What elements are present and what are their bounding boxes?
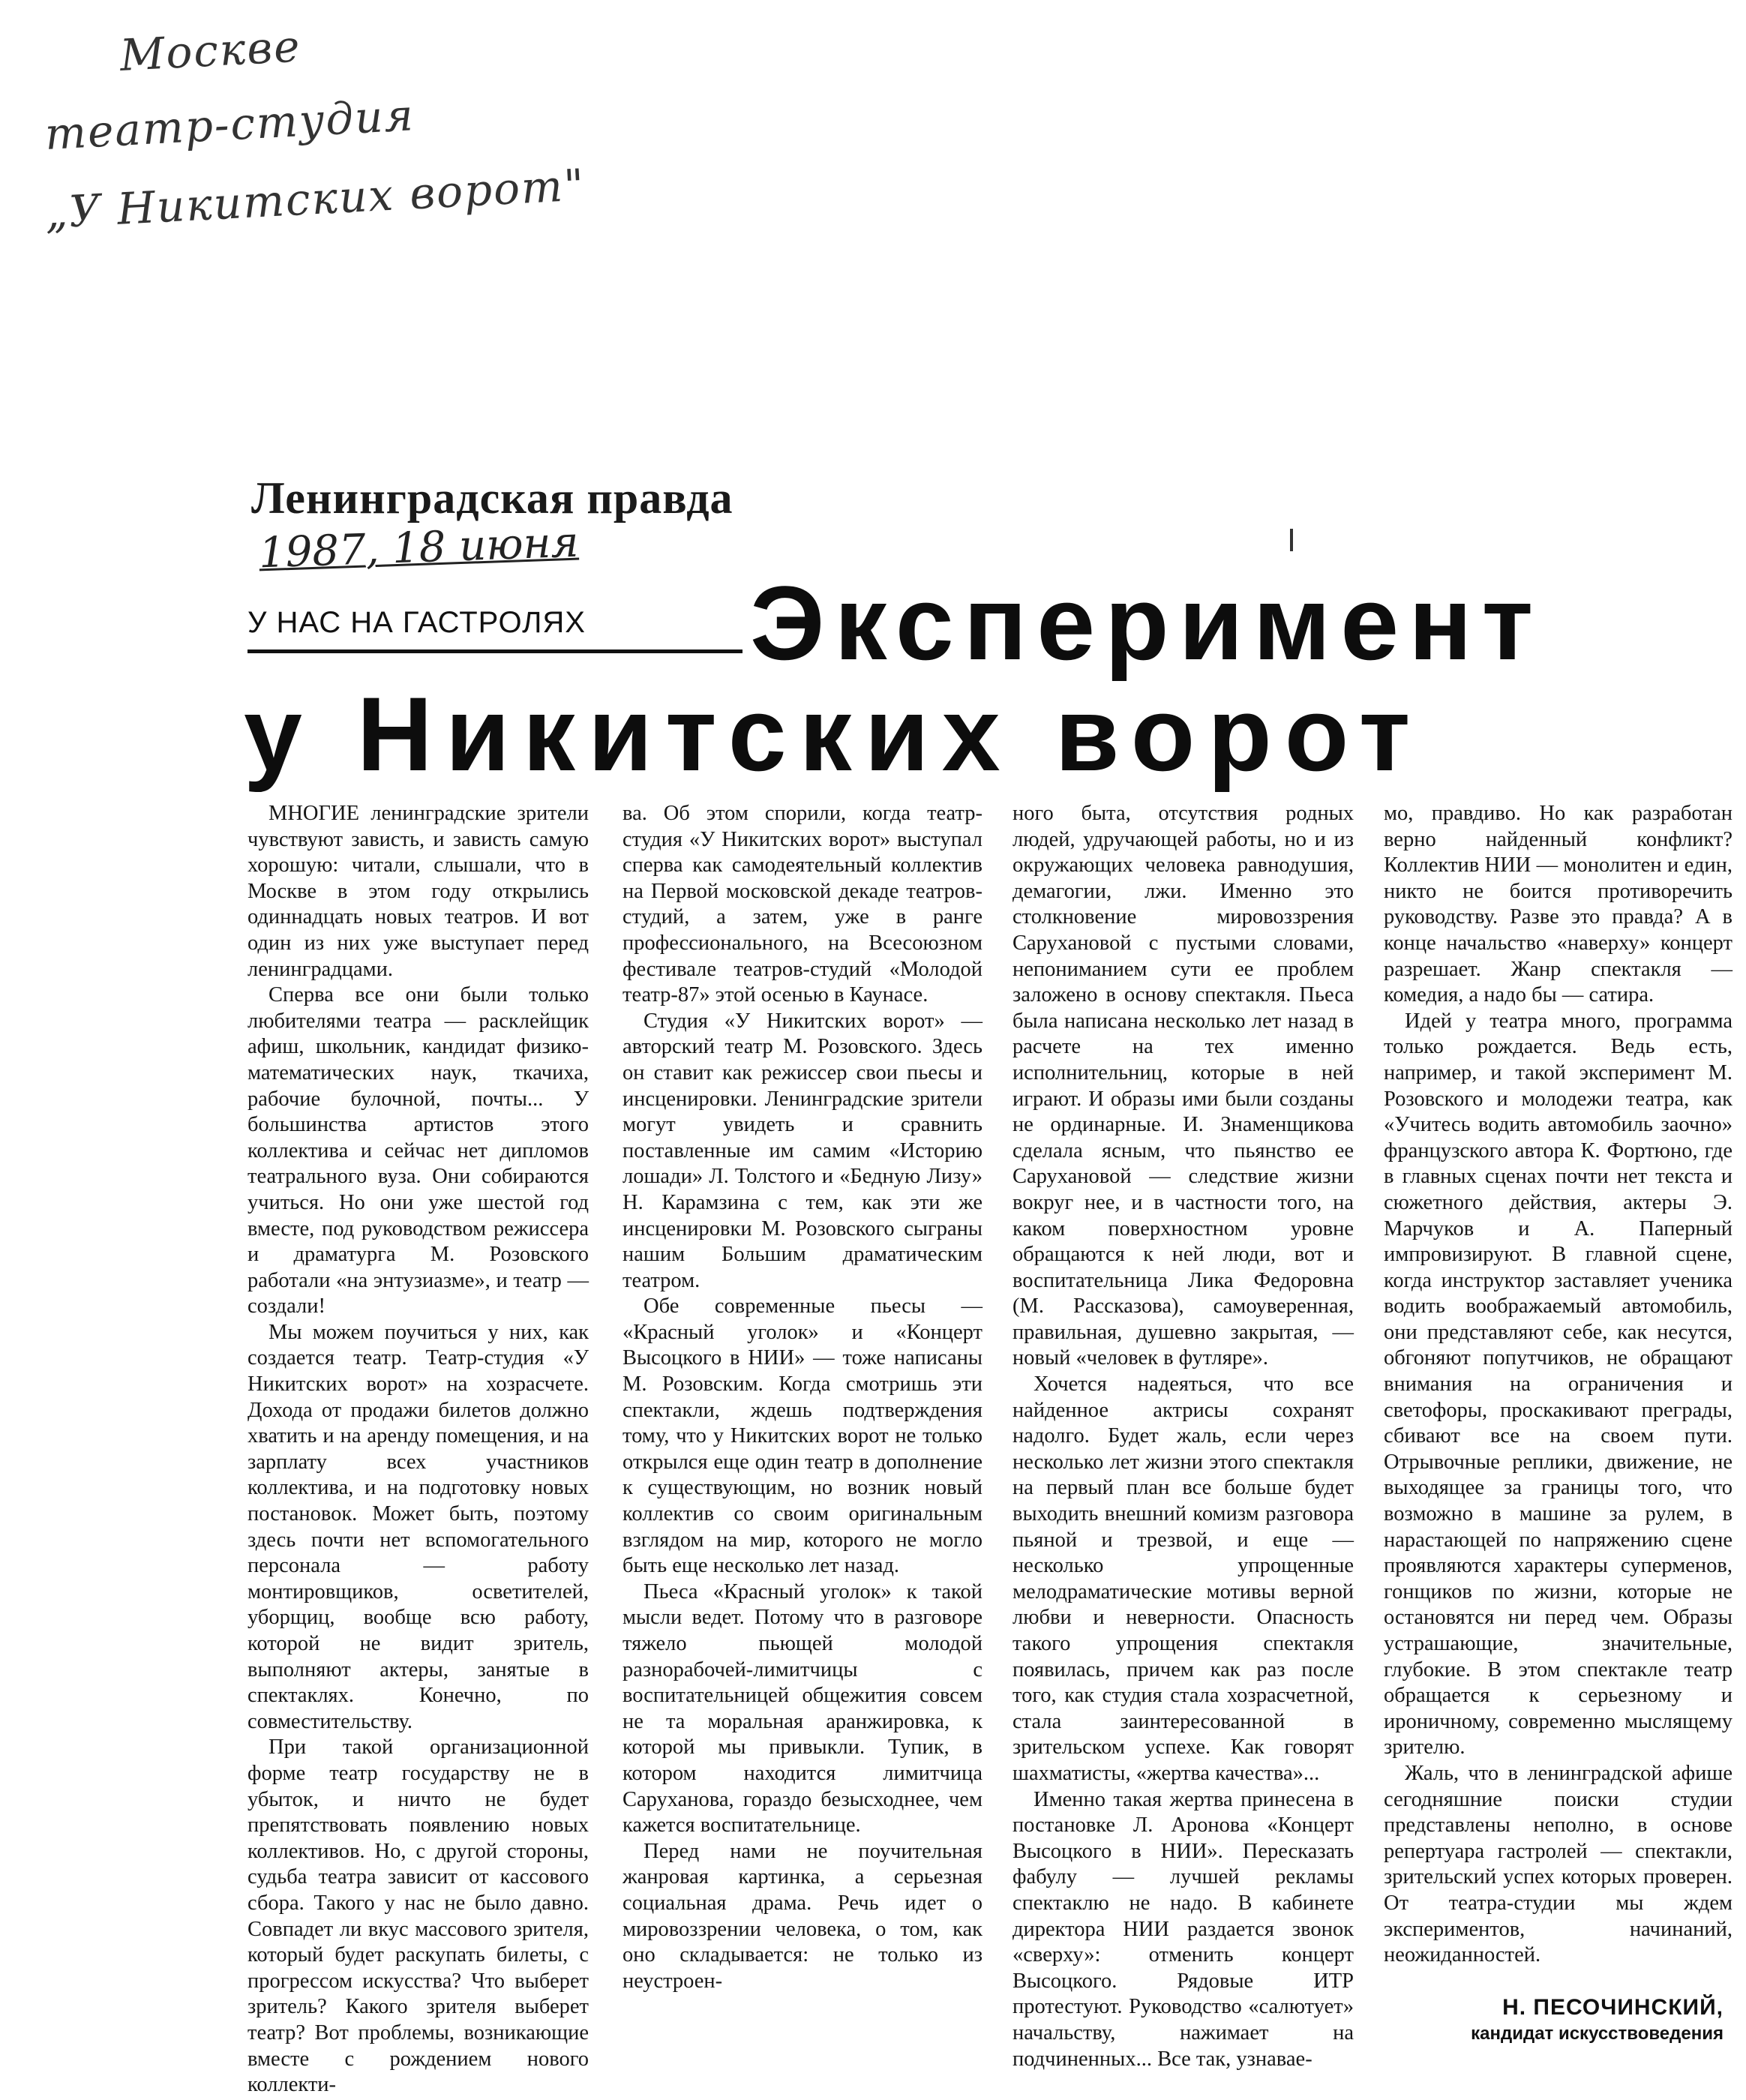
paragraph: Перед нами не поучительная жанровая картинка, а серьезная социальная драма. Речь идет о мировоззрении человека, о том, как оно складывается: не только из неустроен- bbox=[622, 1839, 982, 1993]
paragraph: Хочется надеяться, что все найденное актрисы сохранят надолго. Будет жаль, если через несколько лет жизни этого спектакля на первый план все больше будет выходить внешний комизм разговора пьяной и трезвой, и еще — несколько упрощенные мелодраматические мотивы верной любви и неверности. Опасность такого упрощения спектакля появилась, причем как раз после того, как студия стала хозрасчетной, стала заинтересованной в зрительском успехе. Как говорят шахматисты, «жертва качества»... bbox=[1012, 1372, 1354, 1785]
paragraph: При такой организационной форме театр государству не в убыток, и ничто не будет препятствовать появлению новых коллективов. Но, с другой стороны, судьба театра зависит от кассового сбора. Такого у нас не было давно. Совпадет ли вкус массового зрителя, который будет раскупать билеты, с прогрессом искусства? Что выберет зритель? Какого зрителя выберет театр? Вот проблемы, возникающие вместе с рождением нового коллекти- bbox=[248, 1736, 589, 2097]
author-signature bbox=[1471, 1995, 1724, 2044]
stray-mark bbox=[1290, 529, 1293, 551]
paragraph: ва. Об этом спорили, когда театр-студия «У Никитских ворот» выступал сперва как самодеятельный коллектив на Первой московской декаде театров-студий, а затем, уже в ранге профессионального, на Всесоюзном фестивале театров-студий «Молодой театр-87» этой осенью в Каунасе. bbox=[622, 802, 982, 1007]
paragraph: Студия «У Никитских ворот» — авторский театр М. Розовского. Здесь он ставит как режиссер свои пьесы и инсценировки. Ленинградские зрители могут увидеть и сравнить поставленные им самим «Историю лошади» Л. Толстого и «Бедную Лизу» Н. Карамзина с тем, как эти же инсценировки М. Розовского сыграны нашим Большим драматическим театром. bbox=[622, 1009, 982, 1292]
paragraph: Мы можем поучиться у них, как создается театр. Театр-студия «У Никитских ворот» на хозрасчете. Дохода от продажи билетов должно хватить и на аренду помещения, и на зарплату всех участников коллектива, и на подготовку новых постановок. Может быть, поэтому здесь почти нет вспомогательного персонала — работу монтировщиков, осветителей, уборщиц, вообще всю работу, которой не видит зритель, выполняют актеры, занятые в спектаклях. Конечно, по совместительству. bbox=[248, 1320, 589, 1733]
headline-line1: Эксперимент bbox=[750, 564, 1544, 682]
handwritten-note-line1: Москве bbox=[118, 20, 302, 81]
article-column-3 bbox=[1012, 801, 1354, 2071]
headline-line2: у Никитских ворот bbox=[244, 675, 1424, 793]
paragraph: Жаль, что в ленинградской афише сегодняшние поиски студии представлены неполно, в основе репертуара гастролей — спектакли, зрительский успех которых проверен. От театра-студии мы ждем экспериментов, начинаний, неожиданностей. bbox=[1384, 1761, 1732, 1967]
handwritten-note-line2: театр-студия bbox=[44, 89, 416, 160]
paragraph: МНОГИЕ ленинградские зрители чувствуют зависть, и зависть самую хорошую: читали, слышали, что в Москве в этом году открылись одиннадцать новых театров. И вот один из них уже выступает перед ленинградцами. bbox=[248, 802, 589, 981]
article-column-1 bbox=[248, 801, 589, 2097]
rubric-underline bbox=[248, 650, 742, 653]
handwritten-date: 1987, 18 июня bbox=[257, 518, 580, 578]
author-name: Н. ПЕСОЧИНСКИЙ, bbox=[1502, 1995, 1724, 2020]
article-column-2 bbox=[622, 801, 982, 2068]
paragraph: Пьеса «Красный уголок» к такой мысли ведет. Потому что в разговоре тяжело пьющей молодой разнорабочей-лимитчицы с воспитательницей общежития совсем не та моральная аранжировка, к которой мы привыкли. Тупик, в котором находится лимитчица Саруханова, гораздо безысходнее, чем кажется воспитательнице. bbox=[622, 1580, 982, 1838]
paragraph: Обе современные пьесы — «Красный уголок» и «Концерт Высоцкого в НИИ» — тоже написаны М. Розовским. Когда смотришь эти спектакли, ждешь подтверждения тому, что у Никитских ворот не только открылся еще один театр в дополнение к существующим, но возник новый коллектив со своим оригинальным взглядом на мир, которого не могло быть еще несколько лет назад. bbox=[622, 1294, 982, 1578]
paragraph: мо, правдиво. Но как разработан верно найденный конфликт? Коллектив НИИ — монолитен и един, никто не боится противоречить руководству. Разве это правда? А в конце начальство «наверху» концерт разрешает. Жанр спектакля — комедия, а надо бы — сатира. bbox=[1384, 802, 1732, 1007]
article-column-4 bbox=[1384, 801, 1732, 2001]
paragraph: ного быта, отсутствия родных людей, удручающей работы, но и из окружающих человека равнодушия, демагогии, лжи. Именно это столкновение мировоззрения Сарухановой с пустыми словами, непониманием сути ее проблем заложено в основу спектакля. Пьеса была написана несколько лет назад в расчете на тех именно исполнительниц, которые в ней играют. И образы ими были созданы не ординарные. И. Знаменщикова сделала ясным, что пьянство ее Сарухановой — следствие жизни вокруг нее, и в частности того, на каком поверхностном уровне обращаются к ней люди, вот и воспитательница Лика Федоровна (М. Рассказова), самоуверенная, правильная, душевно закрытая, — новый «человек в футляре». bbox=[1012, 802, 1354, 1370]
newspaper-name: Ленинградская правда bbox=[251, 473, 734, 523]
paragraph: Именно такая жертва принесена в постановке Л. Аронова «Концерт Высоцкого в НИИ». Пересказать фабулу — лучшей рекламы спектаклю не надо. В кабинете директора НИИ раздается звонок «сверху»: отменить концерт Высоцкого. Рядовые ИТР протестуют. Руководство «салютует» начальству, нажимает на подчиненных... Все так, узнавае- bbox=[1012, 1787, 1354, 2071]
handwritten-note-line3: „У Никитских ворот" bbox=[44, 159, 587, 238]
paragraph: Идей у театра много, программа только рождается. Ведь есть, например, и такой эксперимент М. Розовского и молодежи театра, как «Учитесь водить автомобиль заочно» французского автора К. Фортюно, где в главных сценах почти нет текста и сюжетного действия, актеры Э. Марчуков и А. Паперный импровизируют. В главной сцене, когда инструктор заставляет ученика водить воображаемый автомобиль, они представляют себе, как несутся, обгоняют попутчиков, не обращают внимания на ограничения и светофоры, проскакивают преграды, сбивают все на своем пути. Отрывочные реплики, движение, не выходящее за границы того, что возможно в машине за рулем, в нарастающей по напряжению сцене проявляются характеры суперменов, гонщиков по жизни, которые не остановятся ни перед чем. Образы устрашающие, значительные, глубокие. В этом спектакле театр обращается к серьезному и ироничному, современно мыслящему зрителю. bbox=[1384, 1009, 1732, 1760]
rubric: У НАС НА ГАСТРОЛЯХ bbox=[248, 606, 586, 639]
author-title: кандидат искусствоведения bbox=[1471, 2024, 1724, 2044]
paragraph: Сперва все они были только любителями театра — расклейщик афиш, школьник, кандидат физико-математических наук, ткачиха, рабочие булочной, почты... У большинства артистов этого коллектива и сейчас нет дипломов театрального вуза. Они собираются учиться. Но они уже шестой год вместе, под руководством режиссера и драматурга М. Розовского работали «на энтузиазме», и театр — создали! bbox=[248, 983, 589, 1318]
